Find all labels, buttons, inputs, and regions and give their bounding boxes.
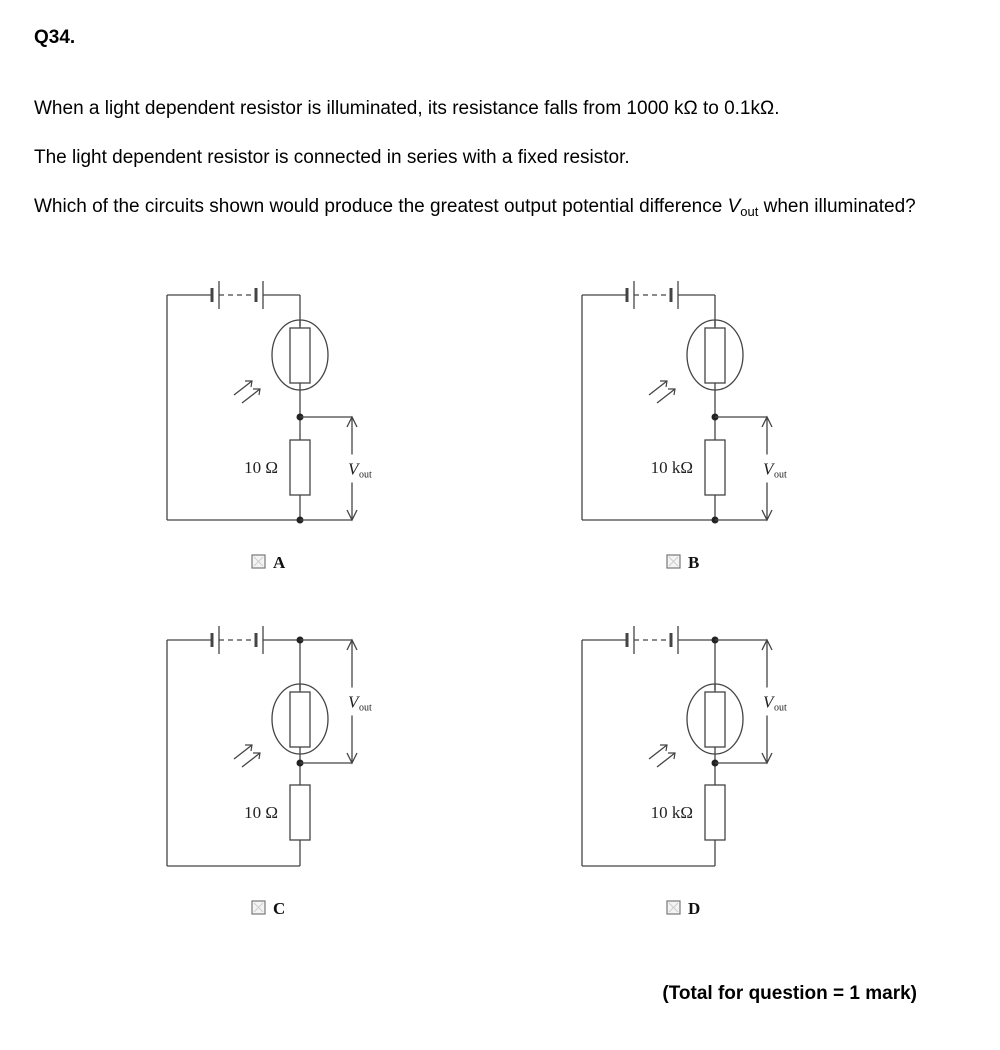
vout-label: V	[763, 692, 774, 712]
resistor-value-label: 10 kΩ	[650, 803, 693, 822]
question-text-2: The light dependent resistor is connected in series with a fixed resistor.	[34, 147, 630, 168]
total-marks: (Total for question = 1 mark)	[662, 983, 917, 1004]
answer-checkbox-d[interactable]	[667, 901, 680, 914]
vout-subscript-label: out	[359, 469, 372, 481]
vout-label: V	[348, 459, 359, 479]
light-arrow-shaft	[242, 389, 260, 403]
option-letter: B	[688, 553, 700, 572]
vout-label: V	[348, 692, 359, 712]
fixed-resistor	[705, 785, 725, 840]
answer-checkbox-c[interactable]	[252, 901, 265, 914]
light-arrow-shaft	[657, 753, 675, 767]
light-arrow-shaft	[657, 389, 675, 403]
light-arrow-shaft	[234, 745, 252, 759]
light-arrow-shaft	[234, 381, 252, 395]
circuit-option-d	[582, 626, 787, 918]
answer-checkbox-b[interactable]	[667, 555, 680, 568]
option-letter: D	[688, 899, 701, 918]
ldr-resistor-body	[705, 692, 725, 747]
resistor-value-label: 10 Ω	[244, 803, 278, 822]
light-arrow-shaft	[242, 753, 260, 767]
vout-subscript: out	[740, 204, 759, 219]
vout-subscript-label: out	[774, 469, 787, 481]
answer-checkbox-a[interactable]	[252, 555, 265, 568]
ldr-resistor-body	[290, 692, 310, 747]
light-arrow-shaft	[649, 745, 667, 759]
question-text-3-start: Which of the circuits shown would produce the greatest output potential difference	[34, 196, 728, 217]
vout-subscript-label: out	[774, 702, 787, 714]
ldr-resistor-body	[290, 328, 310, 383]
resistor-value-label: 10 Ω	[244, 458, 278, 477]
fixed-resistor	[290, 785, 310, 840]
resistor-value-label: 10 kΩ	[650, 458, 693, 477]
ldr-resistor-body	[705, 328, 725, 383]
question-text-3-end: when illuminated?	[758, 196, 916, 217]
circuit-option-c	[167, 626, 372, 918]
fixed-resistor	[705, 440, 725, 495]
vout-symbol: V	[727, 196, 741, 217]
vout-subscript-label: out	[359, 702, 372, 714]
circuit-option-b	[582, 281, 787, 572]
option-letter: A	[273, 553, 286, 572]
circuit-option-a	[167, 281, 372, 572]
option-letter: C	[273, 899, 286, 918]
light-arrow-shaft	[649, 381, 667, 395]
fixed-resistor	[290, 440, 310, 495]
question-number: Q34.	[34, 27, 76, 48]
question-text-1: When a light dependent resistor is illuminated, its resistance falls from 1000 kΩ to 0.1kΩ.	[34, 98, 780, 119]
vout-label: V	[763, 459, 774, 479]
